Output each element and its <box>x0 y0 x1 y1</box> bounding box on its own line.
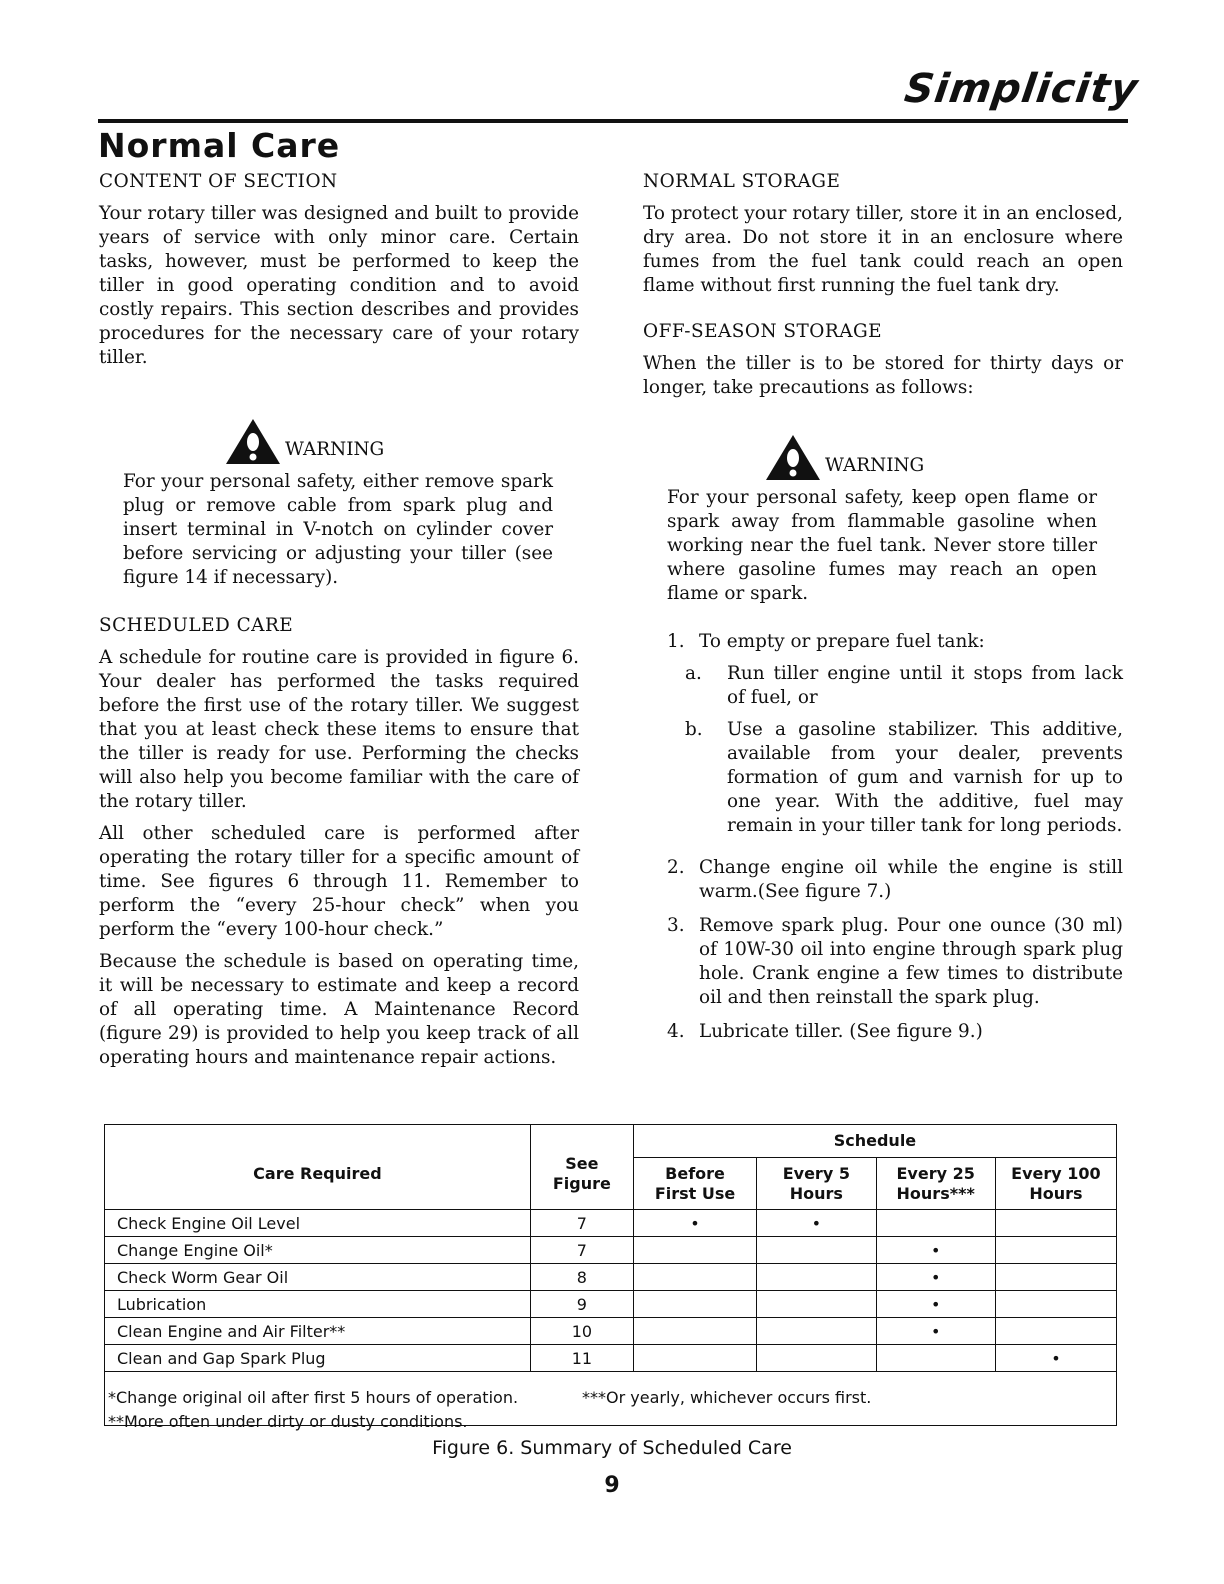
step-number: 3. <box>667 915 685 936</box>
table-row <box>105 1237 1117 1264</box>
care-cell: Change Engine Oil* <box>105 1237 531 1264</box>
table-row <box>105 1264 1117 1291</box>
care-cell: Clean and Gap Spark Plug <box>105 1345 531 1372</box>
offseason-heading: OFF-SEASON STORAGE <box>643 321 883 342</box>
scheduled-paragraph-1: A schedule for routine care is provided in figure 6. Your dealer has performed the tasks required before the first use of the rotary tiller. We suggest that you at least check these items to ensure that the tiller is ready for use. Performing the checks will also help you become familiar with the care of the rotary tiller. <box>99 647 579 812</box>
figure-caption: Figure 6. Summary of Scheduled Care <box>432 1437 792 1459</box>
left-column <box>99 170 579 1070</box>
list-item <box>667 914 1123 1010</box>
care-cell: Clean Engine and Air Filter** <box>105 1318 531 1345</box>
schedule-mark: • <box>876 1291 995 1318</box>
col-every-5-hours: Every 5 Hours <box>757 1158 876 1210</box>
substep-letter: b. <box>685 719 703 740</box>
storage-text: To protect your rotary tiller, store it in an enclosed, dry area. Do not store it in an enclosure where fumes from the fuel tank could reach an open flame without first running the fuel tank dry. <box>643 203 1123 296</box>
step-number: 4. <box>667 1021 685 1042</box>
figure-cell: 9 <box>530 1291 633 1318</box>
table-row <box>105 1291 1117 1318</box>
table-row <box>105 1210 1117 1237</box>
schedule-mark: • <box>633 1210 756 1237</box>
warning-text: For your personal safety, either remove spark plug or remove cable from spark plug and insert terminal in V-notch on cylinder cover before servicing or adjusting your tiller (see figure 14 if necessary). <box>123 471 553 588</box>
warning-triangle-icon <box>223 416 283 466</box>
scheduled-paragraph-3: Because the schedule is based on operating time, it will be necessary to estimate and keep a record of all operating time. A Maintenance Record (figure 29) is provided to help you keep track of all operating hours and maintenance repair actions. <box>99 951 579 1068</box>
schedule-table <box>104 1124 1117 1426</box>
care-cell: Lubrication <box>105 1291 531 1318</box>
col-see-figure: See Figure <box>530 1125 633 1210</box>
header-rule <box>98 119 1128 123</box>
figure-cell: 7 <box>530 1237 633 1264</box>
list-item <box>685 662 1123 710</box>
list-item <box>667 630 1123 838</box>
step-number: 1. <box>667 631 685 652</box>
footnote-1: *Change original oil after first 5 hours of operation. <box>108 1388 519 1407</box>
warning-text: For your personal safety, keep open flame or spark away from flammable gasoline when working near the fuel tank. Never store tiller where gasoline fumes may reach an open flame or spark. <box>667 487 1097 604</box>
warning-label: WARNING <box>285 439 385 460</box>
schedule-group-header: Schedule <box>633 1125 1116 1158</box>
warning-label: WARNING <box>825 455 925 476</box>
offseason-text: When the tiller is to be stored for thirty days or longer, take precautions as follows: <box>643 353 1123 398</box>
care-cell: Check Engine Oil Level <box>105 1210 531 1237</box>
step-text: Lubricate tiller. (See figure 9.) <box>699 1021 983 1042</box>
table-row <box>105 1345 1117 1372</box>
substep-letter: a. <box>685 663 702 684</box>
substep-text: Use a gasoline stabilizer. This additive, available from your dealer, prevents formation of gum and varnish for up to one year. With the additive, fuel may remain in your tiller tank for long periods. <box>727 719 1123 836</box>
figure-cell: 10 <box>530 1318 633 1345</box>
schedule-mark: • <box>995 1345 1116 1372</box>
col-every-25-hours: Every 25 Hours*** <box>876 1158 995 1210</box>
care-cell: Check Worm Gear Oil <box>105 1264 531 1291</box>
scheduled-paragraph-2: All other scheduled care is performed after operating the rotary tiller for a specific amount of time. See figures 6 through 11. Remember to perform the “every 25-hour check” when you perform the “every 100-hour check.” <box>99 823 579 940</box>
figure-cell: 11 <box>530 1345 633 1372</box>
content-text: Your rotary tiller was designed and built to provide years of service with only minor care. Certain tasks, however, must be performed to keep the tiller in good operating condition and to avoid costly repairs. This section describes and provides procedures for the necessary care of your rotary tiller. <box>99 203 579 368</box>
content-heading: CONTENT OF SECTION <box>99 171 338 192</box>
page-number: 9 <box>604 1473 620 1498</box>
schedule-mark: • <box>876 1264 995 1291</box>
list-item <box>685 718 1123 838</box>
substep-text: Run tiller engine until it stops from lack of fuel, or <box>727 663 1123 708</box>
col-every-100-hours: Every 100 Hours <box>995 1158 1116 1210</box>
brand-logo: Simplicity <box>901 66 1142 112</box>
schedule-mark: • <box>757 1210 876 1237</box>
right-column <box>643 170 1123 1054</box>
col-care-required: Care Required <box>105 1125 531 1210</box>
warning-block-right <box>667 432 1123 606</box>
table-row <box>105 1318 1117 1345</box>
warning-block-left <box>123 416 579 590</box>
schedule-mark: • <box>876 1237 995 1264</box>
table-footnotes <box>108 1386 1108 1434</box>
figure-cell: 8 <box>530 1264 633 1291</box>
warning-triangle-icon <box>763 432 823 482</box>
step-text: Remove spark plug. Pour one ounce (30 ml) of 10W-30 oil into engine through spark plug hole. Crank engine a few times to distribute oil and then reinstall the spark plug. <box>699 915 1123 1008</box>
step-number: 2. <box>667 857 685 878</box>
storage-steps <box>667 630 1123 1044</box>
step-text: To empty or prepare fuel tank: <box>699 631 985 652</box>
warning-header <box>223 416 579 466</box>
list-item <box>667 856 1123 904</box>
col-before-first-use: Before First Use <box>633 1158 756 1210</box>
page-title: Normal Care <box>98 126 341 165</box>
storage-heading: NORMAL STORAGE <box>643 171 841 192</box>
scheduled-heading: SCHEDULED CARE <box>99 615 294 636</box>
footnote-2: **More often under dirty or dusty conditions. <box>108 1412 468 1431</box>
step-text: Change engine oil while the engine is still warm.(See figure 7.) <box>699 857 1123 902</box>
warning-header <box>763 432 1123 482</box>
figure-cell: 7 <box>530 1210 633 1237</box>
schedule-mark: • <box>876 1318 995 1345</box>
footnote-3: ***Or yearly, whichever occurs first. <box>582 1388 872 1407</box>
list-item <box>667 1020 1123 1044</box>
